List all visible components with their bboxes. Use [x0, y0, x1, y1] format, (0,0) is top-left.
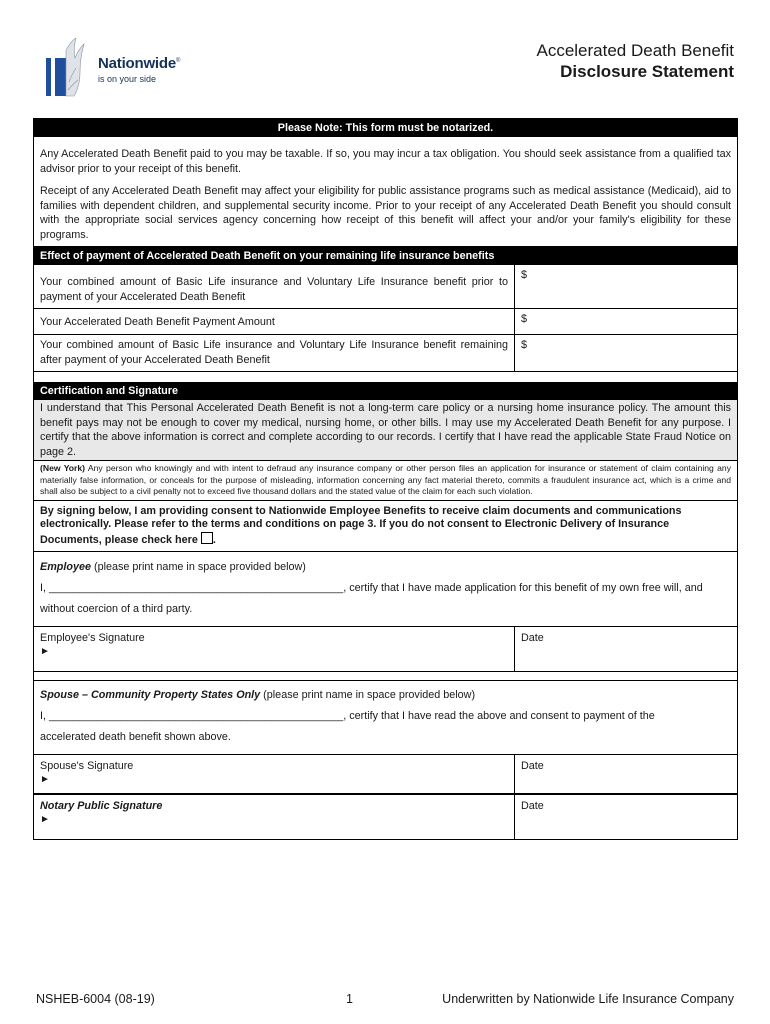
nationwide-logo	[42, 38, 192, 98]
arrow-right-icon: ►	[40, 646, 50, 657]
electronic-delivery-opt-out-checkbox[interactable]	[201, 532, 213, 544]
title-line-2: Disclosure Statement	[560, 62, 734, 81]
effect-of-payment-bar: Effect of payment of Accelerated Death Benefit on your remaining life insurance benefits	[34, 246, 737, 265]
certification-statement: I understand that This Personal Accelerated Death Benefit is not a long-term care policy or a nursing home insurance policy. The amount this benefit pays may not be enough to cover my medical, nursing home, or other bills. I may use my Accelerated Death Benefit for any purpose. I certify that the above information is correct and complete according to our records. I certify that I have read the applicable State Fraud Notice on page 2.	[34, 400, 737, 460]
brand-tagline: is on your side	[98, 74, 157, 84]
certification-bar: Certification and Signature	[34, 382, 737, 400]
title-line-1: Accelerated Death Benefit	[536, 41, 734, 60]
spouse-signature-field[interactable]	[34, 755, 515, 793]
fraud-notice	[34, 460, 737, 500]
document-title	[536, 41, 734, 83]
benefit-payment-amount-field[interactable]	[515, 309, 737, 334]
employee-section	[34, 551, 737, 626]
spouse-signature-row	[34, 754, 737, 793]
benefit-prior-label: Your combined amount of Basic Life insurance and Voluntary Life Insurance benefit prior to payment of your Accelerated Death Benefit	[34, 265, 515, 308]
benefit-remaining-label: Your combined amount of Basic Life insurance and Voluntary Life Insurance benefit remaining after payment of your Accelerated Death Benefit	[34, 335, 515, 371]
section-spacer	[34, 671, 737, 680]
brand-name: Nationwide®	[98, 55, 181, 72]
currency-symbol: $	[521, 313, 528, 325]
employee-signature-row	[34, 626, 737, 671]
fraud-notice-state: (New York)	[40, 463, 86, 473]
underwriter-note: Underwritten by Nationwide Life Insurance Company	[442, 992, 734, 1006]
arrow-right-icon: ►	[40, 814, 50, 825]
spouse-name-field[interactable]: _________________________________________________	[49, 710, 344, 722]
benefit-row-prior	[34, 265, 737, 308]
fraud-notice-text: Any person who knowingly and with intent to defraud any insurance company or other person files an application for insurance or statement of claim containing any materially false information, or conceals for the purpose of misleading, information concerning any fact material thereto, commits a fraudulent insurance act, which is a crime and shall also be subject to a civil penalty not to exceed five thousand dollars and the stated value of the claim for each such violation.	[40, 463, 732, 496]
spouse-signature-label: Spouse's Signature	[40, 760, 134, 772]
spouse-date-field[interactable]	[515, 755, 737, 793]
notary-signature-label: Notary Public Signature	[40, 800, 163, 812]
benefit-payment-label: Your Accelerated Death Benefit Payment Amount	[34, 309, 515, 334]
benefit-row-payment	[34, 308, 737, 334]
currency-symbol: $	[521, 269, 528, 281]
section-spacer	[34, 371, 737, 382]
spouse-date-label: Date	[521, 760, 544, 772]
form-frame	[33, 118, 738, 840]
notary-signature-row	[34, 793, 737, 839]
eagle-logo-icon	[42, 38, 94, 100]
spouse-certify-line-2: accelerated death benefit shown above.	[40, 731, 231, 743]
employee-date-field[interactable]	[515, 627, 737, 671]
electronic-consent-text: By signing below, I am providing consent to Nationwide Employee Benefits to receive claim documents and communications electronically. Please refer to the terms and conditions on page 3. If you do not consent to Electronic Delivery of Insurance Documents, please check here	[40, 504, 682, 546]
electronic-consent: By signing below, I am providing consent to Nationwide Employee Benefits to receive claim documents and communications electronically. Please refer to the terms and conditions on page 3. If you do not consent to Electronic Delivery of Insurance Documents, please check here .	[34, 500, 737, 552]
notary-date-label: Date	[521, 800, 544, 812]
notary-date-field[interactable]	[515, 795, 737, 839]
employee-certify-line: I, _________________________________________________, certify that I have made application for this benefit of my own free will, and	[40, 582, 703, 594]
tax-notice-paragraph: Any Accelerated Death Benefit paid to you may be taxable. If so, you may incur a tax obligation. You should seek assistance from a qualified tax advisor prior to your receipt of this benefit.	[40, 148, 731, 175]
arrow-right-icon: ►	[40, 774, 50, 785]
benefit-prior-amount-field[interactable]	[515, 265, 737, 308]
benefit-row-remaining	[34, 334, 737, 371]
notarize-notice-bar: Please Note: This form must be notarized.	[34, 119, 737, 137]
employee-certify-line-2: without coercion of a third party.	[40, 603, 193, 615]
employee-signature-field[interactable]	[34, 627, 515, 671]
currency-symbol: $	[521, 339, 528, 351]
spouse-section	[34, 680, 737, 754]
notary-signature-field[interactable]	[34, 795, 515, 839]
page-number: 1	[346, 992, 353, 1006]
employee-name-field[interactable]: _________________________________________________	[49, 582, 344, 594]
spouse-certify-line: I, _________________________________________________, certify that I have read the above and consent to payment of the	[40, 710, 655, 722]
spouse-heading: Spouse – Community Property States Only (please print name in space provided below)	[40, 689, 476, 701]
benefit-remaining-amount-field[interactable]	[515, 335, 737, 371]
form-number: NSHEB-6004 (08-19)	[36, 992, 155, 1006]
employee-date-label: Date	[521, 632, 544, 644]
eligibility-notice-paragraph: Receipt of any Accelerated Death Benefit may affect your eligibility for public assistance programs such as medical assistance (Medicaid), aid to families with dependent children, and supplemental security income. Prior to your receipt of any Accelerated Death Benefit you should consult with the appropriate social services agency concerning how receipt of this benefit will affect your and/or your family's eligibility for these programs.	[40, 185, 731, 241]
employee-heading: Employee (please print name in space provided below)	[40, 561, 306, 573]
employee-signature-label: Employee's Signature	[40, 632, 145, 644]
